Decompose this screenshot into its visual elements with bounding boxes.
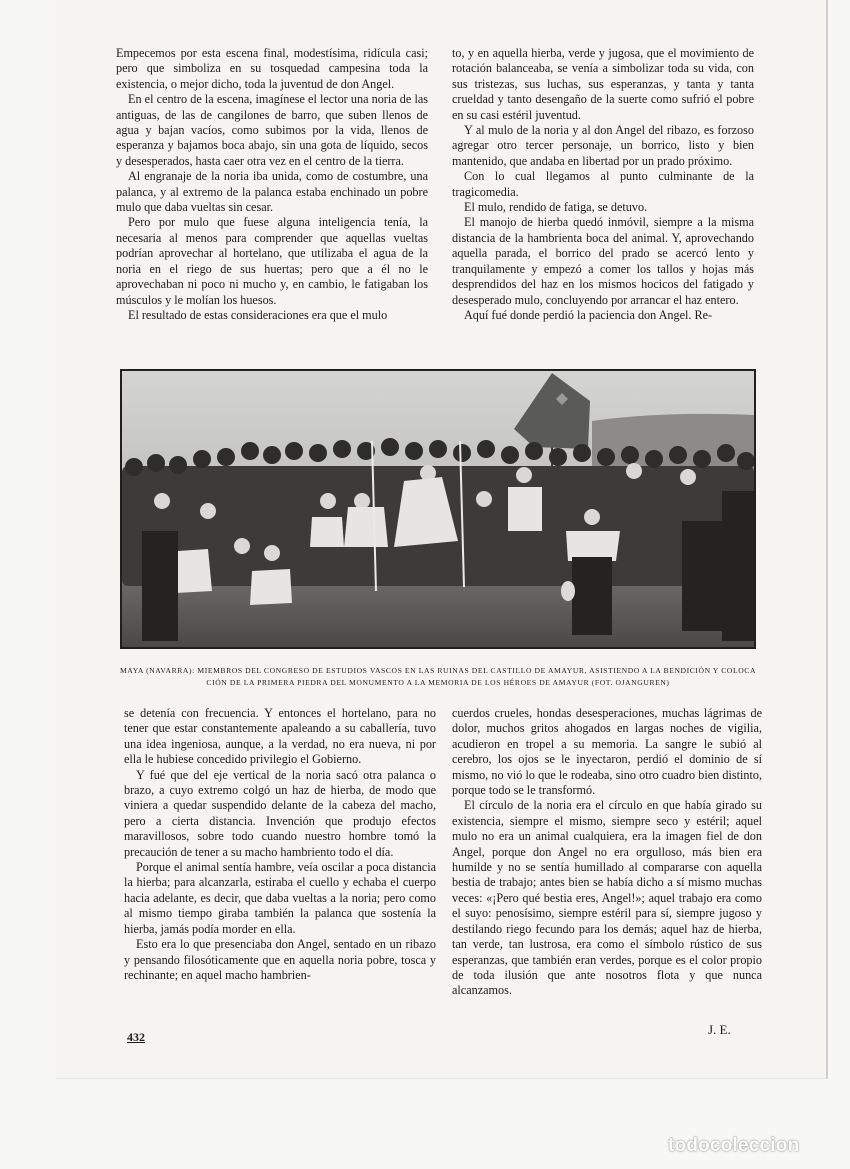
paragraph: Y al mulo de la noria y al don Angel del ribazo, es forzoso agregar otro tercer personaje, un borrico, listo y bien mantenido, que andaba en libertad por un prado próximo. bbox=[452, 123, 754, 168]
paragraph: El círculo de la noria era el círculo en que había girado su existencia, siempre el mismo, siempre seco y estéril; aquel mulo no era un animal cualquiera, era la imagen fiel de don Angel, porque don Angel no era orgulloso, más bien era humilde y no se sentía humillado al compararse con aquella bestia de trabajo; antes bien se había dicho a sí mismo muchas veces: «¡Pero qué bestia eres, Angel!»; aquel trabajo era como el suyo: penosísimo, siempre estéril para sí, siempre jugoso y destilando riego fecundo para los demás; aquel haz de hierba, tan verde, tan lustrosa, era como el símbolo rústico de sus esperanzas, que también eran verdes, porque es el color propio de toda ilusión que ante nosotros flota y que nunca alcanzamos. bbox=[452, 798, 762, 998]
paragraph: to, y en aquella hierba, verde y jugosa, que el movimiento de rotación balanceaba, se venía a simbolizar toda su vida, con sus tristezas, sus luchas, sus esperanzas, y tanta y tanta crueldad y tanto desengaño de la suerte como sufrió el pobre en su casi estéril juventud. bbox=[452, 46, 754, 122]
article-column-bottom-right bbox=[452, 706, 762, 999]
caption-line: CIÓN DE LA PRIMERA PIEDRA DEL MONUMENTO A LA MEMORIA DE LOS HÉROES DE AMAYUR (FOT. OJANGUREN) bbox=[206, 678, 670, 687]
caption-line: MAYA (NAVARRA): MIEMBROS DEL CONGRESO DE ESTUDIOS VASCOS EN LAS RUINAS DEL CASTILLO DE AMAYUR, ASISTIENDO A LA BENDICIÓN Y COLOCA bbox=[119, 666, 757, 675]
paragraph: Aquí fué donde perdió la paciencia don Angel. Re- bbox=[464, 307, 713, 322]
paragraph: El resultado de estas consideraciones era que el mulo bbox=[128, 307, 388, 322]
article-column-top-right bbox=[452, 46, 754, 323]
paragraph: Porque el animal sentía hambre, veía oscilar a poca distancia la hierba; para alcanzarla, estiraba el cuello y echaba el cuerpo hacia adelante, es decir, que daba vueltas a la noria; pero como al mismo tiempo giraba también la palanca que sostenía la hierba, jamás podía morder en ella. bbox=[124, 860, 436, 936]
article-column-top-left bbox=[116, 46, 428, 323]
group-photograph bbox=[120, 369, 756, 649]
paragraph: Con lo cual llegamos al punto culminante de la tragicomedia. bbox=[452, 169, 754, 199]
paragraph: El mulo, rendido de fatiga, se detuvo. bbox=[464, 200, 648, 215]
photo-caption bbox=[118, 665, 758, 689]
paragraph: Y fué que del eje vertical de la noria sacó otra palanca o brazo, a cuyo extremo colgó un haz de hierba, de modo que viniera a quedar suspendido delante de la cabeza del macho, pero a cierta distancia. Invención que produjo efectos maravillosos, sobre todo cuando nuestro hombre tomó la precaución de tener a su macho hambriento todo el día. bbox=[124, 767, 436, 859]
author-signature: J. E. bbox=[708, 1022, 731, 1037]
photo-illustration bbox=[122, 371, 754, 647]
paragraph: Empecemos por esta escena final, modestísima, ridícula casi; pero que simboliza en su tosquedad campesina toda la existencia, o mejor dicho, toda la juventud de don Angel. bbox=[116, 46, 428, 91]
paragraph: cuerdos crueles, hondas desesperaciones, muchas lágrimas de dolor, muchos gritos ahogados en largas noches de vigilia, acudieron en tropel a su memoria. La sangre le subió al cerebro, los ojos se le inyectaron, perdió el dominio de sí mismo, no vió lo que le rodeaba, sino otro cuadro bien distinto, porque todo se le transformó. bbox=[452, 706, 762, 798]
watermark-logo: todocoleccion bbox=[668, 1135, 800, 1156]
paragraph: Pero por mulo que fuese alguna inteligencia tenía, la necesaria al menos para comprender que aquellas vueltas podrían aprovechar al hortelano, que utilizaba el agua de la noria en el riego de sus huertas; pero que a él no le aprovechaban ni poco ni mucho y, en cambio, le fatigaban los músculos y le molían los huesos. bbox=[116, 215, 428, 307]
page-number: 432 bbox=[127, 1030, 145, 1044]
paragraph: Al engranaje de la noria iba unida, como de costumbre, una palanca, y al extremo de la palanca estaba enchinado un pobre mulo que daba vueltas sin cesar. bbox=[116, 169, 428, 215]
article-column-bottom-left bbox=[124, 706, 436, 983]
paragraph: En el centro de la escena, imagínese el lector una noria de las antiguas, de las de cangilones de barro, que suben llenos de agua y bajan vacíos, como subimos por la vida, llenos de esperanza y bajamos boca abajo, sin una gota de líquido, secos y desesperados, hasta caer otra vez en el centro de la tierra. bbox=[116, 92, 428, 168]
paragraph: El manojo de hierba quedó inmóvil, siempre a la misma distancia de la hambrienta boca del animal. Y, aprovechando aquella parada, el borrico del prado se acercó lento y tranquilamente y empezó a comer los tallos y hojas más desprendidos del haz en los mismos hocicos del fatigado y desesperado mulo, concluyendo por arrancar el haz entero. bbox=[452, 215, 754, 307]
paragraph: Esto era lo que presenciaba don Angel, sentado en un ribazo y pensando filosóticamente que en aquella noria pobre, tosca y rechinante; en aquel macho hambrien- bbox=[124, 937, 436, 982]
paragraph: se detenía con frecuencia. Y entonces el hortelano, para no tener que estar constantemente apaleando a su caballería, tuvo una idea ingeniosa, aunque, a la verdad, no era nueva, ni por ella le hubiese concedido privilegio el Gobierno. bbox=[124, 706, 436, 767]
